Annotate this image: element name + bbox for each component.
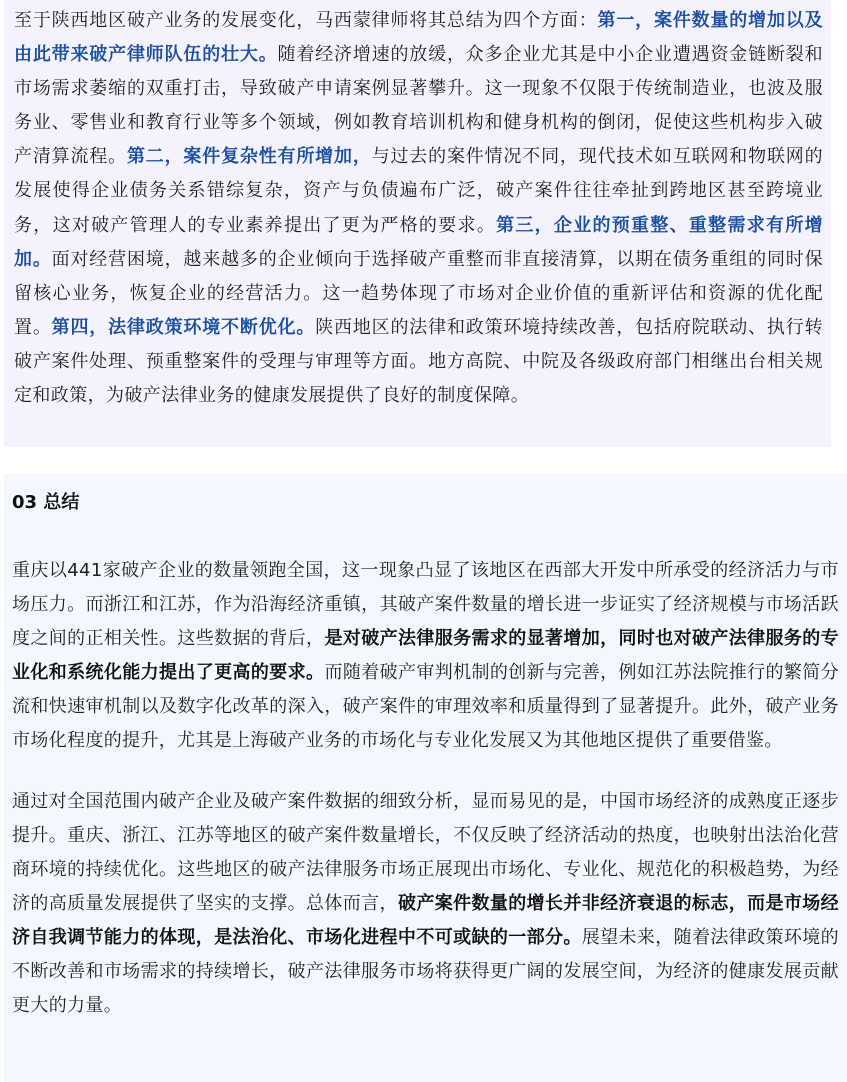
text-segment: 展望未来，随着法律政策环境的不断改善和市场需求的持续增长，破产法律服务市场将获得更广阔的发展空间，为经济的健康发展贡献更大的力量。 [12, 926, 839, 1017]
text-segment: 通过对全国范围内破产企业及破产案件数据的细致分析，显而易见的是，中国市场经济的成熟度正逐步提升。重庆、浙江、江苏等地区的破产案件数量增长，不仅反映了经济活动的热度，也映射出法治化营商环境的持续优化。这些地区的破产法律服务市场正展现出市场化、专业化、规范化的积极趋势，为经济的高质量发展提供了坚实的支撑。总体而言， [12, 790, 839, 914]
text-segment: 与过去的案件情况不同，现代技术如互联网和物联网的发展使得企业债务关系错综复杂，资产与负债遍布广泛，破产案件往往牵扯到跨地区甚至跨境业务，这对破产管理人的专业素养提出了更为严格的要求。 [14, 146, 823, 236]
bold-highlight: 是对破产法律服务需求的显著增加，同时也对破产法律服务的专业化和系统化能力提出了更高的要求。 [12, 628, 840, 684]
text-segment: 而随着破产审判机制的创新与完善，例如江苏法院推行的繁简分流和快速审机制以及数字化改革的深入，破产案件的审理效率和质量得到了显著提升。此外，破产业务市场化程度的提升，尤其是上海破产业务的市场化与专业化发展又为其他地区提供了重要借鉴。 [12, 662, 840, 752]
shaanxi-section-box [4, 0, 831, 447]
highlight-point-4: 第四，法律政策环境不断优化。 [51, 316, 316, 338]
shaanxi-paragraph [14, 4, 823, 413]
text-segment: 至于陕西地区破产业务的发展变化，马西蒙律师将其总结为四个方面： [14, 10, 598, 31]
section-title: 03 总结 [12, 492, 80, 513]
summary-section-box [4, 474, 847, 1082]
text-segment: 陕西地区的法律和政策环境持续改善，包括府院联动、执行转破产案件处理、预重整案件的受理与审理等方面。地方高院、中院及各级政府部门相继出台相关规定和政策，为破产法律业务的健康发展提供了良好的制度保障。 [14, 316, 823, 407]
text-segment: 随着经济增速的放缓，众多企业尤其是中小企业遭遇资金链断裂和市场需求萎缩的双重打击，导致破产申请案例显著攀升。这一现象不仅限于传统制造业，也波及服务业、零售业和教育行业等多个领域，例如教育培训机构和健身机构的倒闭，促使这些机构步入破产清算流程。 [14, 44, 823, 168]
highlight-point-2: 第二，案件复杂性有所增加， [126, 146, 372, 168]
highlight-point-1: 第一，案件数量的增加以及由此带来破产律师队伍的壮大。 [14, 10, 823, 66]
highlight-point-3: 第三，企业的预重整、重整需求有所增加。 [14, 214, 823, 270]
text-segment: 面对经营困境，越来越多的企业倾向于选择破产重整而非直接清算，以期在债务重组的同时保留核心业务，恢复企业的经营活力。这一趋势体现了市场对企业价值的重新评估和资源的优化配置。 [14, 248, 823, 338]
summary-paragraph-1 [12, 554, 839, 759]
summary-paragraph-2 [12, 785, 839, 1024]
bold-highlight: 破产案件数量的增长并非经济衰退的标志，而是市场经济自我调节能力的体现，是法治化、市场化进程中不可或缺的一部分。 [12, 892, 839, 948]
text-segment: 重庆以441家破产企业的数量领跑全国，这一现象凸显了该地区在西部大开发中所承受的经济活力与市场压力。而浙江和江苏，作为沿海经济重镇，其破产案件数量的增长进一步证实了经济规模与市场活跃度之间的正相关性。这些数据的背后， [12, 560, 839, 650]
